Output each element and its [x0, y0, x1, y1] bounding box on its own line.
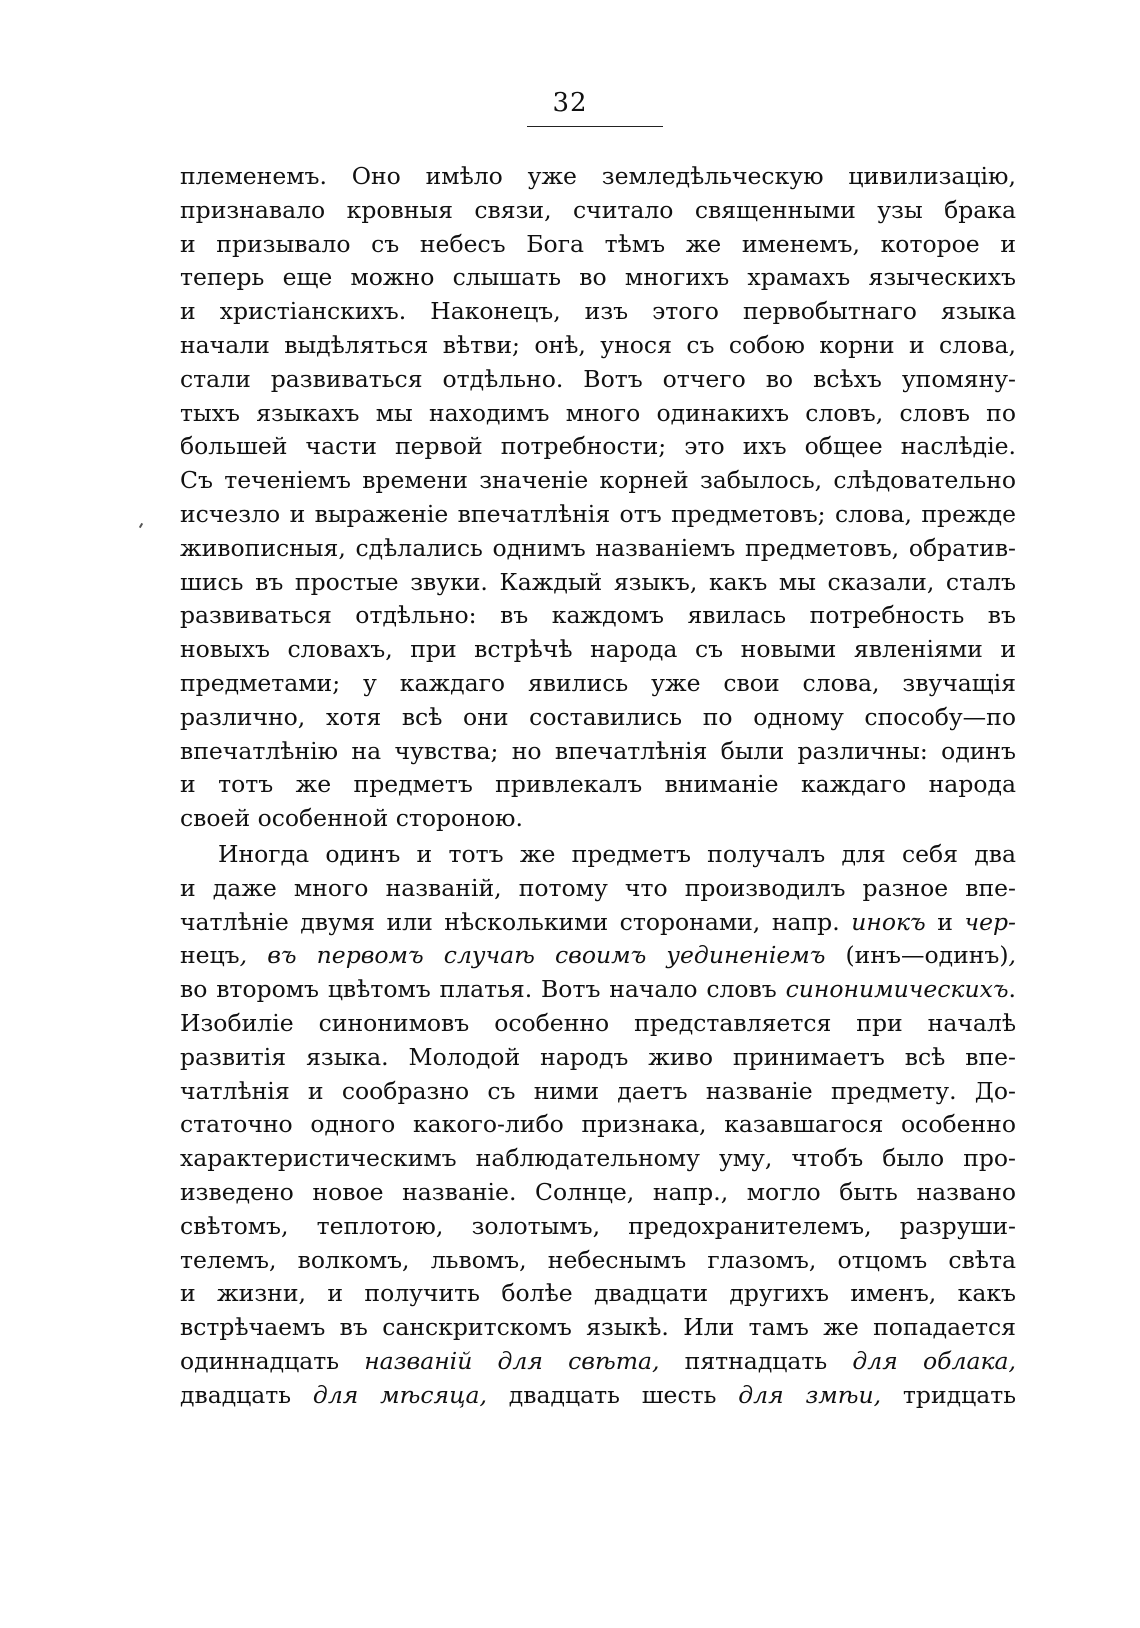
text-line [180, 228, 1016, 262]
text-run: пятнадцать [684, 1346, 828, 1375]
text-line [180, 464, 1016, 498]
text-run: исчезло и выраженіе впечатлѣнія отъ предметовъ; слова, прежде [180, 499, 1016, 528]
text-line [180, 261, 1016, 295]
paragraph-1 [180, 160, 1016, 836]
text-run: во второмъ цвѣтомъ платья. Вотъ начало словъ [180, 975, 786, 1004]
text-run: начали выдѣляться вѣтви; онѣ, унося съ собою корни и слова, [180, 330, 1016, 359]
text-line [180, 802, 1016, 836]
text-run: чатлѣніе двумя или нѣсколькими сторонами, напр. [180, 907, 852, 936]
text-run: (инъ—одинъ) [845, 941, 1009, 970]
text-line [180, 397, 1016, 431]
text-run: живописныя, сдѣлались однимъ названіемъ предметовъ, обратив- [180, 533, 1016, 562]
text-line [180, 160, 1016, 194]
text-line [180, 1075, 1016, 1109]
text-line [180, 1379, 1016, 1413]
text-run: двадцать [180, 1380, 292, 1409]
text-run: племенемъ. Оно имѣло уже земледѣльческую цивилизацію, [180, 162, 1016, 190]
text-line [180, 363, 1016, 397]
text-line [180, 532, 1016, 566]
text-run: новыхъ словахъ, при встрѣчѣ народа съ новыми явленіями и [180, 635, 1016, 664]
italic-term: названій для свѣта, [339, 1346, 685, 1375]
text-run: двадцать шесть [508, 1380, 717, 1409]
italic-term: для мѣсяца, [291, 1380, 509, 1409]
paragraph-2 [180, 838, 1016, 1413]
text-run: Иногда одинъ и тотъ же предметъ получалъ для себя два [218, 839, 1016, 868]
text-line [180, 1277, 1016, 1311]
text-line [180, 838, 1016, 872]
text-line [180, 1007, 1016, 1041]
text-run: тыхъ языкахъ мы находимъ много одинакихъ словъ, словъ по [180, 398, 1016, 427]
text-line [180, 906, 1016, 940]
text-run: своей особенной стороною. [180, 804, 523, 833]
text-run: развитія языка. Молодой народъ живо принимаетъ всѣ впе- [180, 1042, 1016, 1071]
text-run: большей части первой потребности; это ихъ общее наслѣдіе. [180, 432, 1016, 461]
text-run: Изобиліе синонимовъ особенно представляется при началѣ [180, 1008, 1016, 1037]
text-line [180, 1108, 1016, 1142]
text-line [180, 1210, 1016, 1244]
text-run: свѣтомъ, теплотою, золотымъ, предохранителемъ, разруши- [180, 1211, 1016, 1240]
italic-term: , [1008, 941, 1016, 970]
text-run: и призывало съ небесъ Бога тѣмъ же именемъ, которое и [180, 229, 1016, 258]
text-run: и [925, 907, 965, 936]
text-run: тридцать [902, 1380, 1016, 1409]
text-line [180, 498, 1016, 532]
text-run: нецъ [180, 941, 240, 970]
text-run: характеристическимъ наблюдательному уму, чтобъ было про- [180, 1144, 1016, 1173]
text-run: впечатлѣнію на чувства; но впечатлѣнія были различны: одинъ [180, 736, 1016, 765]
text-line [180, 701, 1016, 735]
text-line [180, 1345, 1016, 1379]
text-run: и даже много названій, потому что производилъ разное впе- [180, 873, 1016, 902]
page-number: 32 [552, 88, 588, 118]
text-run: и жизни, и получить болѣе двадцати другихъ именъ, какъ [180, 1279, 1016, 1308]
text-run: шись въ простые звуки. Каждый языкъ, какъ мы сказали, сталъ [180, 567, 1016, 596]
text-run: и тотъ же предметъ привлекалъ вниманіе каждаго народа [180, 770, 1016, 799]
text-line [180, 768, 1016, 802]
text-line [180, 566, 1016, 600]
text-line [180, 194, 1016, 228]
text-line [180, 295, 1016, 329]
text-run: признавало кровныя связи, считало священными узы брака [180, 195, 1016, 224]
text-run: различно, хотя всѣ они составились по одному способу—по [180, 702, 1016, 731]
text-run: встрѣчаемъ въ санскритскомъ языкѣ. Или тамъ же попадается [180, 1313, 1016, 1342]
text-line [180, 633, 1016, 667]
italic-term: инокъ [851, 907, 926, 936]
text-run: стали развиваться отдѣльно. Вотъ отчего во всѣхъ упомяну- [180, 364, 1016, 393]
text-line [180, 973, 1016, 1007]
text-line [180, 329, 1016, 363]
text-line [180, 1311, 1016, 1345]
text-run: предметами; у каждаго явились уже свои слова, звучащія [180, 668, 1016, 697]
text-line [180, 1176, 1016, 1210]
italic-term: , въ первомъ случаѣ своимъ уединеніемъ [239, 941, 846, 970]
text-line [180, 1244, 1016, 1278]
text-line [180, 872, 1016, 906]
text-line [180, 939, 1016, 973]
italic-term: для змѣи, [716, 1380, 903, 1409]
text-run: теперь еще можно слышать во многихъ храмахъ языческихъ [180, 263, 1016, 292]
text-line [180, 599, 1016, 633]
text-run: телемъ, волкомъ, львомъ, небеснымъ глазомъ, отцомъ свѣта [180, 1245, 1016, 1274]
text-run: и христіанскихъ. Наконецъ, изъ этого первобытнаго языка [180, 297, 1016, 326]
body-text [180, 160, 1016, 1412]
italic-term: синонимическихъ [785, 975, 1009, 1004]
text-run: . [1008, 975, 1016, 1004]
text-run: изведено новое названіе. Солнце, напр., могло быть названо [180, 1177, 1016, 1206]
margin-mark [139, 523, 143, 528]
text-line [180, 1142, 1016, 1176]
text-run: Съ теченіемъ времени значеніе корней забылось, слѣдовательно [180, 466, 1016, 495]
italic-term: чер- [964, 907, 1016, 936]
header-rule [527, 126, 663, 127]
text-run: одиннадцать [180, 1346, 340, 1375]
text-line [180, 667, 1016, 701]
text-run: развиваться отдѣльно: въ каждомъ явилась потребность въ [180, 601, 1016, 630]
text-run: чатлѣнія и сообразно съ ними даетъ названіе предмету. До- [180, 1076, 1016, 1105]
text-line [180, 1041, 1016, 1075]
text-line [180, 430, 1016, 464]
text-run: статочно одного какого-либо признака, казавшагося особенно [180, 1110, 1016, 1139]
italic-term: для облака, [827, 1346, 1016, 1375]
text-line [180, 735, 1016, 769]
